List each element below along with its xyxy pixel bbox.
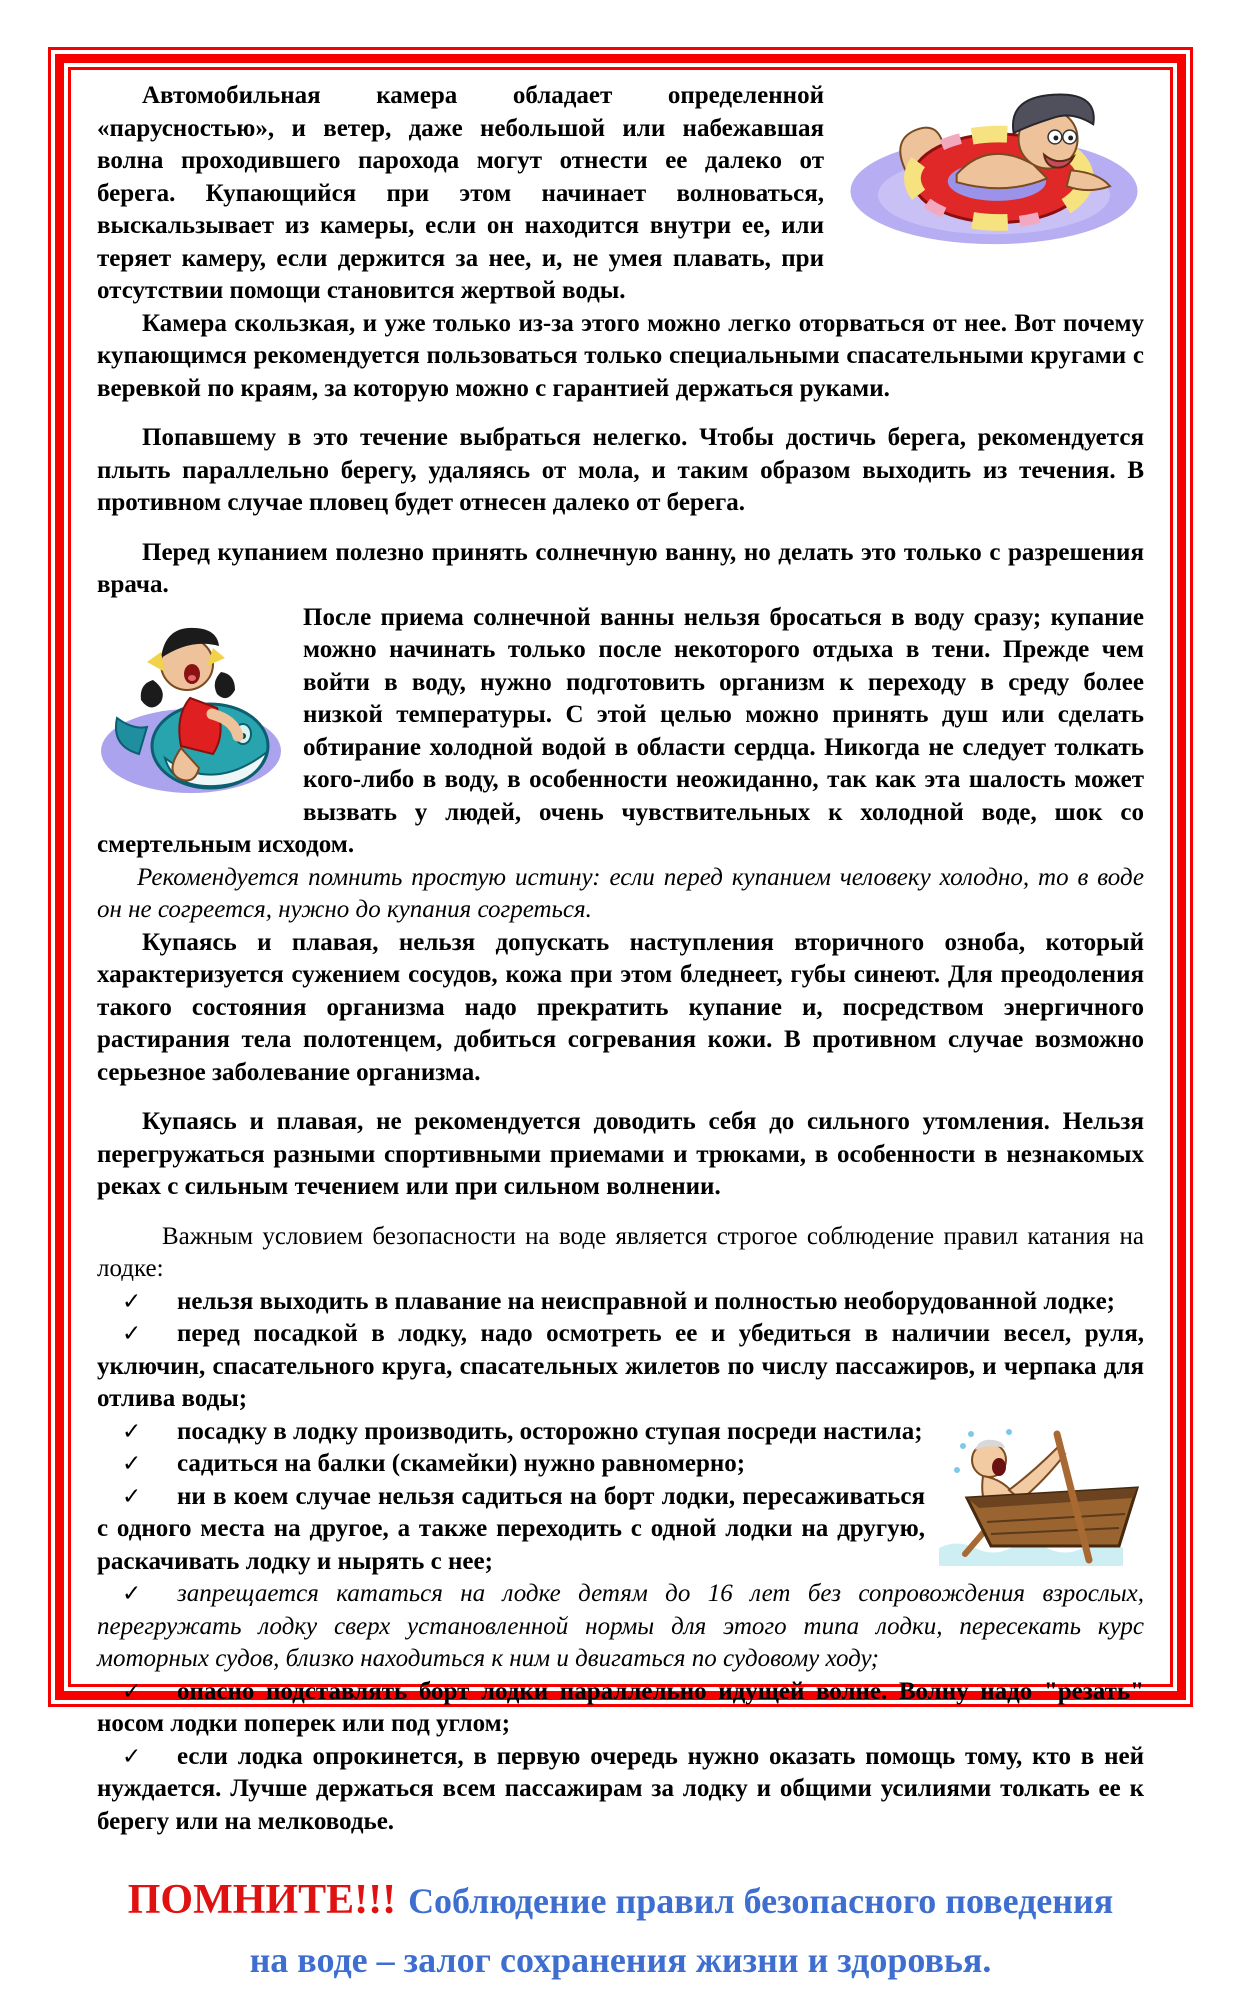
boat-rule-text-7: опасно подставлять борт лодки параллельно идущей волне. Волну надо "резать" носом лодки поперек или под углом; xyxy=(97,1677,1144,1737)
page-red-frame-outer xyxy=(48,47,1193,1981)
paragraph-no-overexertion: Купаясь и плавая, не рекомендуется доводить себя до сильного утомления. Нельзя перегружаться разными спортивными приемами и трюками, в особенности в незнакомых реках с сильным течением или при сильном волнении. xyxy=(97,1108,1144,1200)
boat-rule-item-8 xyxy=(97,1741,1144,1839)
boat-rule-text-6: запрещается кататься на лодке детям до 16 лет без сопровождения взрослых, перегружать лодку сверх установленной нормы для этого типа лодки, пересекать курс моторных судов, близко находиться к ним и двигаться по судовому ходу; xyxy=(97,1580,1144,1672)
check-icon: ✓ xyxy=(122,1451,142,1477)
page-red-frame-inner xyxy=(68,67,1173,1981)
boat-rule-text-5: ни в коем случае нельзя садиться на борт лодки, пересаживаться с одного места на другое, а также переходить с одной лодки на другую, раскачивать лодку и нырять с нее; xyxy=(97,1482,925,1575)
boat-rule-item-6 xyxy=(97,1578,1144,1676)
girl-illustration-svg xyxy=(97,606,285,798)
paragraph-sunbath-lead: Перед купанием полезно принять солнечную ванну, но делать это только с разрешения врача. xyxy=(97,538,1144,598)
paragraph-sunbath-rest: После приема солнечной ванны нельзя бросаться в воду сразу; купание можно начинать только после некоторого отдыха в тени. Прежде чем войти в воду, нужно подготовить организм к переходу в среду более низкой температуры. С этой целью можно принять душ или сделать обтирание холодной водой в области сердца. Никогда не следует толкать кого-либо в воду, в особенности неожиданно, так как эта шалость может вызвать у людей, очень чувствительных к холодной воде, шок со смертельным исходом. xyxy=(97,603,1144,858)
check-icon: ✓ xyxy=(122,1288,142,1315)
boat-illustration-svg xyxy=(939,1420,1144,1566)
girl-riding-dolphin-illustration xyxy=(97,606,285,798)
swimmer-on-inner-tube-illustration xyxy=(844,80,1144,252)
boat-rule-text-1: нельзя выходить в плавание на неисправной и полностью необорудованной лодке; xyxy=(177,1287,1116,1315)
swimmer-illustration-svg xyxy=(844,80,1144,252)
page-red-frame-middle xyxy=(55,54,1186,1981)
man-rowing-boat-illustration xyxy=(939,1420,1144,1566)
check-icon: ✓ xyxy=(122,1321,142,1347)
reminder-red-text: ПОМНИТЕ!!! xyxy=(127,1877,397,1923)
reminder-banner xyxy=(107,1868,1134,1989)
paragraph-simple-truth-italic: Рекомендуется помнить простую истину: если перед купанием человеку холодно, то в воде он не согреется, нужно до купания согреться. xyxy=(97,863,1144,923)
check-icon: ✓ xyxy=(122,1483,142,1510)
boat-rule-text-4: садиться на балки (скамейки) нужно равномерно; xyxy=(177,1450,746,1477)
boat-rule-item-2 xyxy=(97,1318,1144,1416)
reminder-blue-text: Соблюдение правил безопасного поведения на воде – залог сохранения жизни и здоровья. xyxy=(249,1881,1114,1981)
boat-rule-item-1 xyxy=(97,1286,1144,1319)
boat-rule-text-8: если лодка опрокинется, в первую очередь нужно оказать помощь тому, кто в ней нуждается. Лучше держаться всем пассажирам за лодку и общими усилиями толкать ее к берегу или на мелководье. xyxy=(97,1742,1144,1835)
paragraph-slippery-camera: Камера скользкая, и уже только из-за этого можно легко оторваться от нее. Вот почему купающимся рекомендуется пользоваться только специальными спасательными кругами с веревкой по краям, за которую можно с гарантией держаться руками. xyxy=(97,309,1144,402)
paragraph-camera-sail: Автомобильная камера обладает определенной «парусностью», и ветер, даже небольшой или набежавшая волна проходившего парохода могут отнести ее далеко от берега. Купающийся при этом начинает волноваться, выскальзывает из камеры, если он находится внутри ее, или теряет камеру, если держится за нее, и, не умея плавать, при отсутствии помощи становится жертвой воды. xyxy=(97,82,824,304)
paragraph-secondary-chill: Купаясь и плавая, нельзя допускать наступления вторичного озноба, который характеризуется сужением сосудов, кожа при этом бледнеет, губы синеют. Для преодоления такого состояния организма надо прекратить купание и, посредством энергичного растирания тела полотенцем, добиться согревания кожи. В противном случае возможно серьезное заболевание организма. xyxy=(97,928,1144,1086)
boat-rule-text-2: перед посадкой в лодку, надо осмотреть ее и убедиться в наличии весел, руля, уключин, спасательного круга, спасательных жилетов по числу пассажиров, и черпака для отлива воды; xyxy=(97,1320,1144,1412)
boat-rule-text-3: посадку в лодку производить, осторожно ступая посреди настила; xyxy=(177,1417,923,1445)
paragraph-current-escape: Попавшему в это течение выбраться нелегко. Чтобы достичь берега, рекомендуется плыть параллельно берегу, удаляясь от мола, и таким образом выходить из течения. В противном случае пловец будет отнесен далеко от берега. xyxy=(97,424,1144,516)
check-icon: ✓ xyxy=(122,1743,142,1770)
check-icon: ✓ xyxy=(122,1418,142,1445)
boat-rules-intro: Важным условием безопасности на воде является строгое соблюдение правил катания на лодке: xyxy=(97,1222,1144,1282)
boat-rule-item-7 xyxy=(97,1676,1144,1741)
check-icon: ✓ xyxy=(122,1581,142,1607)
check-icon: ✓ xyxy=(122,1678,142,1705)
